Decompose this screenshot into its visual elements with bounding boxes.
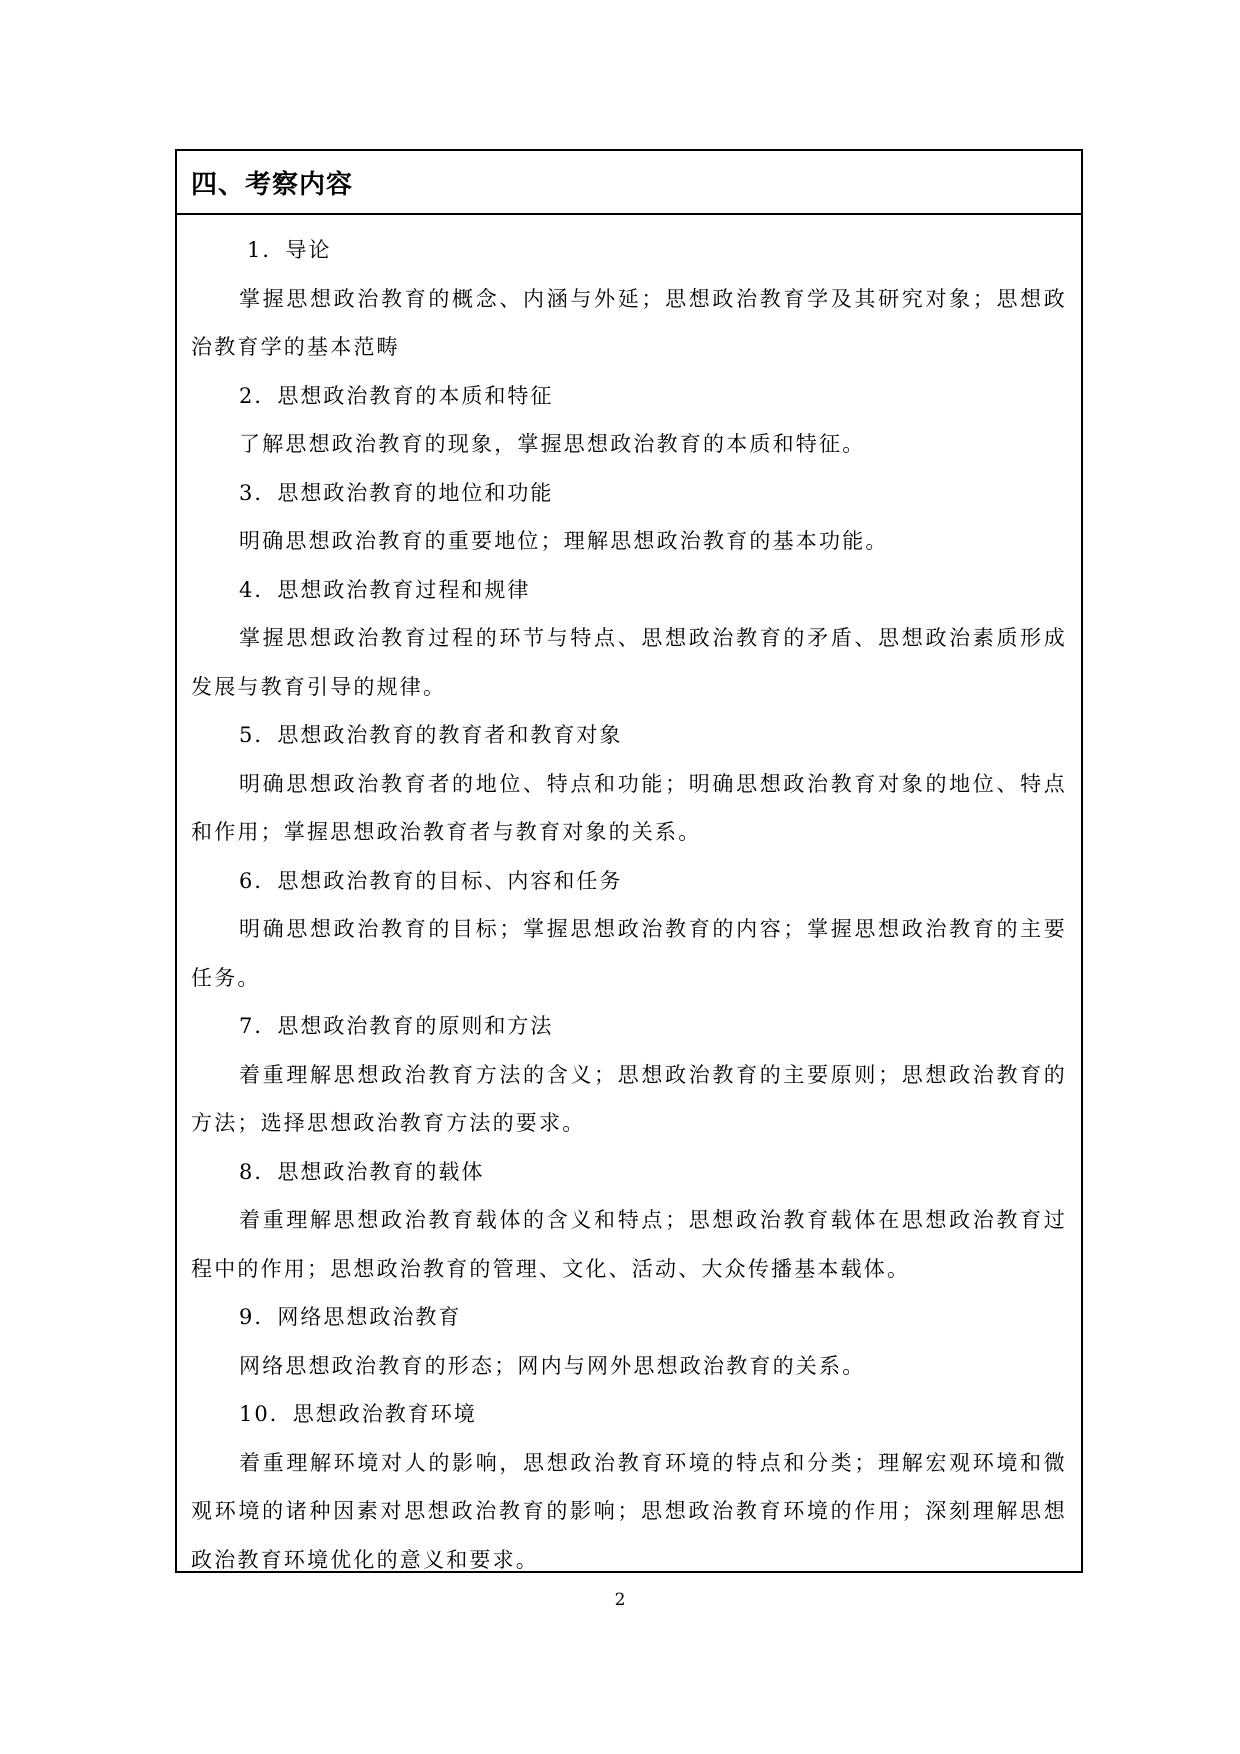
item-body: 明确思想政治教育的重要地位；理解思想政治教育的基本功能。 <box>239 529 889 553</box>
section-title: 四、考察内容 <box>191 169 354 200</box>
item-heading: 2．思想政治教育的本质和特征 <box>239 383 554 408</box>
item-heading: 8．思想政治教育的载体 <box>239 1159 485 1184</box>
item-body: 掌握思想政治教育过程的环节与特点、思想政治教育的矛盾、思想政治素质形成发展与教育引导的规律。 <box>191 626 1067 699</box>
item-body: 了解思想政治教育的现象，掌握思想政治教育的本质和特征。 <box>239 432 866 456</box>
section-content <box>177 215 1081 1584</box>
item-body: 着重理解思想政治教育方法的含义；思想政治教育的主要原则；思想政治教育的方法；选择思想政治教育方法的要求。 <box>191 1062 1067 1135</box>
item-heading: 4．思想政治教育过程和规律 <box>239 577 531 602</box>
item-heading: 7．思想政治教育的原则和方法 <box>239 1014 554 1038</box>
item-heading: 1．导论 <box>247 238 332 262</box>
item-heading: 5．思想政治教育的教育者和教育对象 <box>239 723 623 747</box>
item-body: 网络思想政治教育的形态；网内与网外思想政治教育的关系。 <box>239 1353 866 1378</box>
item-body: 明确思想政治教育的目标；掌握思想政治教育的内容；掌握思想政治教育的主要任务。 <box>191 917 1067 990</box>
item-body: 明确思想政治教育者的地位、特点和功能；明确思想政治教育对象的地位、特点和作用；掌握思想政治教育者与教育对象的关系。 <box>191 771 1067 844</box>
item-body: 着重理解环境对人的影响，思想政治教育环境的特点和分类；理解宏观环境和微观环境的诸种因素对思想政治教育的影响；思想政治教育环境的作用；深刻理解思想政治教育环境优化的意义和要求。 <box>191 1450 1067 1572</box>
item-heading: 10．思想政治教育环境 <box>239 1402 477 1426</box>
content-table <box>175 149 1083 1573</box>
item-body: 掌握思想政治教育的概念、内涵与外延；思想政治教育学及其研究对象；思想政治教育学的基本范畴 <box>191 286 1067 359</box>
item-body: 着重理解思想政治教育载体的含义和特点；思想政治教育载体在思想政治教育过程中的作用；思想政治教育的管理、文化、活动、大众传播基本载体。 <box>191 1208 1067 1281</box>
page-number: 2 <box>614 1590 626 1610</box>
section-header <box>177 151 1081 215</box>
item-heading: 6．思想政治教育的目标、内容和任务 <box>239 868 623 893</box>
item-heading: 3．思想政治教育的地位和功能 <box>239 480 554 505</box>
item-heading: 9．网络思想政治教育 <box>239 1305 462 1329</box>
